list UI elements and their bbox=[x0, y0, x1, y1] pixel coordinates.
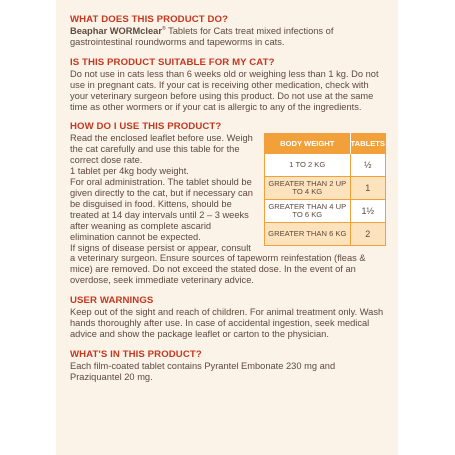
section-how-to-use bbox=[70, 121, 386, 286]
tablets-cell: 2 bbox=[350, 223, 385, 246]
section-heading: IS THIS PRODUCT SUITABLE FOR MY CAT? bbox=[70, 56, 275, 68]
section-heading: WHAT DOES THIS PRODUCT DO? bbox=[70, 14, 229, 25]
body-weight-cell: 1 TO 2 KG bbox=[265, 154, 351, 177]
dosage-row bbox=[265, 177, 386, 200]
tablets-cell: 1 bbox=[350, 177, 385, 200]
administration-instructions: For oral administration. The tablet should be given directly to the cat, but if necessary can be disguised in food. Kittens, should be treated at 14 day intervals until 2 – 3 weeks after weaning as complete ascarid elimination cannot be expected. bbox=[70, 177, 253, 242]
dose-rate: 1 tablet per 4kg body weight. bbox=[70, 166, 189, 177]
column-header-tablets: TABLETS bbox=[350, 134, 385, 154]
section-body: Each film-coated tablet contains Pyrantel Embonate 230 mg and Praziquantel 20 mg. bbox=[70, 360, 336, 382]
section-user-warnings bbox=[70, 295, 386, 340]
dosage-table-header bbox=[265, 134, 386, 154]
section-heading: USER WARNINGS bbox=[70, 295, 154, 307]
tablets-cell: ½ bbox=[350, 154, 385, 177]
dosage-row bbox=[265, 154, 386, 177]
section-heading: HOW DO I USE THIS PRODUCT? bbox=[70, 121, 222, 133]
tablets-cell: 1½ bbox=[350, 200, 385, 223]
product-info-panel bbox=[56, 0, 398, 455]
brand-name: Beaphar WORMclear bbox=[70, 26, 162, 36]
body-weight-cell: GREATER THAN 4 UP TO 6 KG bbox=[265, 200, 351, 223]
dosage-table bbox=[264, 133, 386, 246]
section-ingredients bbox=[70, 349, 386, 383]
section-body: Do not use in cats less than 6 weeks old or weighing less than 1 kg. Do not use in pregnant cats. If your cat is receiving other medication, check with your veterinary surgeon before using this product. Do not use at the same time as other wormers or if your cat is allergic to any of the ingredients. bbox=[70, 68, 379, 112]
body-weight-cell: GREATER THAN 6 KG bbox=[265, 223, 351, 246]
section-heading: WHAT'S IN THIS PRODUCT? bbox=[70, 348, 202, 360]
usage-instructions: Read the enclosed leaflet before use. Weigh the cat carefully and use this table for the correct dose rate. bbox=[70, 133, 253, 166]
column-header-body-weight: BODY WEIGHT bbox=[265, 134, 351, 154]
dosage-row bbox=[265, 223, 386, 246]
section-what-it-does bbox=[70, 14, 386, 48]
section-body: Keep out of the sight and reach of children. For animal treatment only. Wash hands thoroughly after use. In case of accidental ingestion, seek medical advice and show the package leaflet or carton to the physician. bbox=[70, 307, 384, 339]
section-body bbox=[70, 26, 386, 48]
section-suitability bbox=[70, 57, 386, 113]
registered-mark: ® bbox=[161, 25, 166, 32]
veterinary-advice: If signs of disease persist or appear, consult a veterinary surgeon. Ensure sources of tapeworm reinfestation (fleas & mice) are removed. Do not exceed the stated dose. In the event of an overdose, seek immediate veterinary advice. bbox=[70, 242, 366, 286]
dosage-row bbox=[265, 200, 386, 223]
body-weight-cell: GREATER THAN 2 UP TO 4 KG bbox=[265, 177, 351, 200]
product-description: Tablets for Cats treat mixed infections of gastrointestinal roundworms and tapeworms in cats. bbox=[70, 26, 334, 47]
